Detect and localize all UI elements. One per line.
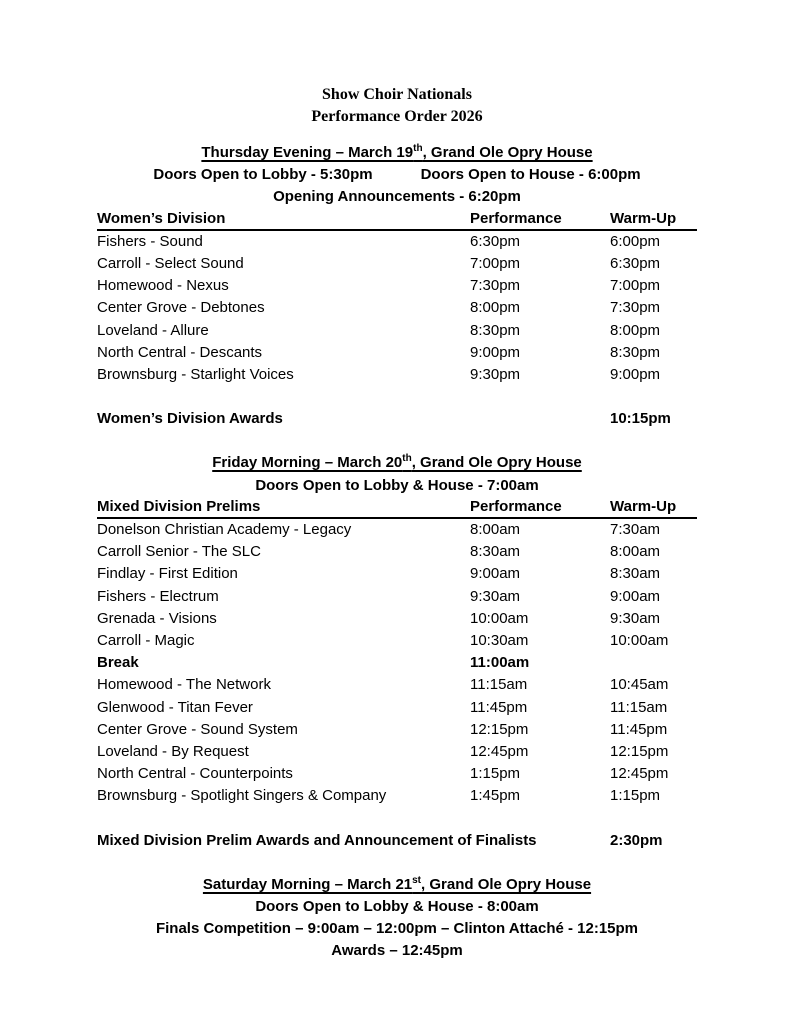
cell-group-name: Loveland - Allure (97, 321, 209, 339)
cell-performance-time: 6:30pm (470, 232, 521, 250)
column-header-warmup: Warm-Up (610, 497, 677, 515)
document-page (97, 0, 697, 963)
column-header-performance: Performance (470, 209, 562, 227)
cell-performance-time: 9:30pm (470, 366, 521, 384)
page-title-line1: Show Choir Nationals (322, 86, 472, 103)
cell-performance-time: 10:00am (470, 609, 529, 627)
cell-warmup-time: 1:15pm (610, 787, 661, 805)
cell-warmup-time: 9:30am (610, 609, 661, 627)
cell-warmup-time: 8:00pm (610, 321, 661, 339)
cell-warmup-time: 12:45pm (610, 765, 669, 783)
cell-performance-time: 10:30am (470, 632, 529, 650)
saturday-doors-label: Doors Open to Lobby & House - 8:00am (255, 898, 539, 916)
finals-competition-label: Finals Competition – 9:00am – 12:00pm – Clinton Attaché - 12:15pm (155, 920, 639, 938)
thursday-heading-text (201, 144, 592, 161)
cell-performance-time: 9:30am (470, 587, 521, 605)
table-row (97, 563, 697, 585)
friday-heading-text (212, 454, 582, 471)
cell-warmup-time: 11:45pm (610, 720, 668, 738)
table-row (97, 785, 697, 807)
cell-performance-time: 8:00pm (470, 299, 521, 317)
cell-performance-time: 8:00am (470, 521, 521, 539)
table-row (97, 519, 697, 541)
cell-performance-time: 11:15am (470, 676, 528, 694)
friday-table-header (97, 497, 697, 519)
doors-open-house-label: Doors Open to House - 6:00pm (420, 166, 641, 184)
cell-performance-time: 12:15pm (470, 720, 529, 738)
cell-warmup-time: 9:00pm (610, 366, 661, 384)
cell-group-name: Center Grove - Debtones (97, 299, 265, 317)
friday-heading-pre: Friday Morning – March 20 (212, 454, 403, 472)
cell-group-name: Grenada - Visions (97, 609, 217, 627)
table-row (97, 608, 697, 630)
cell-performance-time: 9:00pm (470, 343, 521, 361)
column-header-performance: Performance (470, 497, 562, 515)
cell-warmup-time: 8:00am (610, 543, 661, 561)
table-row (97, 697, 697, 719)
cell-performance-time: 8:30am (470, 543, 521, 561)
cell-group-name: Carroll - Select Sound (97, 255, 244, 272)
saturday-awards-label: Awards – 12:45pm (331, 942, 463, 960)
friday-awards-row (97, 830, 697, 852)
cell-group-name: Brownsburg - Spotlight Singers & Company (97, 787, 387, 805)
cell-warmup-time: 8:30am (610, 565, 661, 583)
thursday-schedule-table (97, 209, 697, 387)
awards-time: 2:30pm (610, 831, 663, 849)
page-title (97, 84, 697, 128)
friday-heading-post: , Grand Ole Opry House (411, 454, 582, 472)
cell-warmup-time: 6:00pm (610, 232, 661, 250)
cell-performance-time: 8:30pm (470, 321, 521, 339)
awards-label: Women’s Division Awards (97, 410, 283, 428)
table-row (97, 297, 697, 319)
thursday-heading-sup: th (413, 143, 423, 154)
friday-table-body (97, 519, 697, 808)
friday-doors-label: Doors Open to Lobby & House - 7:00am (255, 476, 539, 494)
cell-group-name: Break (97, 654, 139, 672)
thursday-heading (97, 142, 697, 164)
saturday-heading-post: , Grand Ole Opry House (421, 875, 592, 893)
section-saturday (97, 874, 697, 963)
section-thursday (97, 142, 697, 430)
cell-performance-time: 12:45pm (470, 743, 529, 761)
saturday-heading-pre: Saturday Morning – March 21 (202, 875, 413, 893)
column-header-division: Women’s Division (97, 209, 226, 227)
table-row (97, 253, 697, 275)
cell-warmup-time: 6:30pm (610, 255, 661, 272)
column-header-division: Mixed Division Prelims (97, 497, 261, 515)
column-header-warmup: Warm-Up (610, 209, 677, 227)
cell-warmup-time: 8:30pm (610, 343, 661, 361)
cell-performance-time: 7:30pm (470, 277, 521, 295)
cell-warmup-time: 7:30pm (610, 299, 661, 317)
cell-performance-time: 1:45pm (470, 787, 521, 805)
table-row (97, 630, 697, 652)
cell-group-name: Loveland - By Request (97, 743, 249, 761)
table-row (97, 342, 697, 364)
cell-group-name: Glenwood - Titan Fever (97, 698, 253, 716)
cell-group-name: Findlay - First Edition (97, 565, 238, 583)
cell-group-name: Center Grove - Sound System (97, 720, 298, 738)
cell-group-name: Brownsburg - Starlight Voices (97, 366, 294, 384)
cell-performance-time: 7:00pm (470, 255, 521, 272)
table-row (97, 275, 697, 297)
cell-warmup-time: 7:00pm (610, 277, 661, 295)
table-row (97, 719, 697, 741)
page-title-line2: Performance Order 2026 (311, 108, 483, 125)
cell-group-name: Homewood - The Network (97, 676, 271, 694)
table-row (97, 674, 697, 696)
cell-warmup-time: 12:15pm (610, 743, 669, 761)
table-row (97, 320, 697, 342)
section-friday (97, 452, 697, 851)
table-row (97, 364, 697, 386)
table-row (97, 741, 697, 763)
cell-group-name: Homewood - Nexus (97, 277, 229, 295)
cell-performance-time: 11:00am (470, 654, 530, 672)
thursday-table-header (97, 209, 697, 231)
opening-announcements-label: Opening Announcements - 6:20pm (273, 188, 521, 206)
awards-time: 10:15pm (610, 410, 671, 428)
cell-group-name: Carroll - Magic (97, 632, 195, 650)
friday-heading-sup: th (402, 453, 412, 465)
table-row (97, 652, 697, 674)
thursday-heading-pre: Thursday Evening – March 19 (201, 144, 414, 161)
cell-group-name: Fishers - Sound (97, 232, 203, 250)
cell-performance-time: 1:15pm (470, 765, 521, 783)
thursday-heading-post: , Grand Ole Opry House (422, 144, 593, 161)
cell-group-name: Donelson Christian Academy - Legacy (97, 521, 352, 539)
cell-group-name: Carroll Senior - The SLC (97, 543, 261, 561)
cell-performance-time: 11:45pm (470, 698, 528, 716)
cell-group-name: North Central - Counterpoints (97, 765, 293, 783)
table-row (97, 231, 697, 253)
cell-group-name: Fishers - Electrum (97, 587, 219, 605)
table-row (97, 541, 697, 563)
table-row (97, 763, 697, 785)
thursday-table-body (97, 231, 697, 386)
saturday-heading-sup: st (412, 874, 422, 886)
doors-open-lobby-label: Doors Open to Lobby - 5:30pm (153, 166, 373, 184)
cell-warmup-time: 7:30am (610, 521, 661, 539)
cell-warmup-time: 11:15am (610, 698, 668, 716)
cell-group-name: North Central - Descants (97, 343, 263, 361)
cell-warmup-time: 10:00am (610, 632, 669, 650)
cell-warmup-time: 10:45am (610, 676, 669, 694)
friday-schedule-table (97, 497, 697, 808)
cell-warmup-time (610, 652, 697, 674)
cell-warmup-time: 9:00am (610, 587, 661, 605)
thursday-doors-line (97, 164, 697, 186)
friday-heading (97, 452, 697, 474)
saturday-heading-text (203, 876, 591, 893)
awards-label: Mixed Division Prelim Awards and Announcement of Finalists (97, 831, 537, 849)
saturday-heading (97, 874, 697, 896)
thursday-awards-row (97, 408, 697, 430)
cell-performance-time: 9:00am (470, 565, 521, 583)
table-row (97, 586, 697, 608)
